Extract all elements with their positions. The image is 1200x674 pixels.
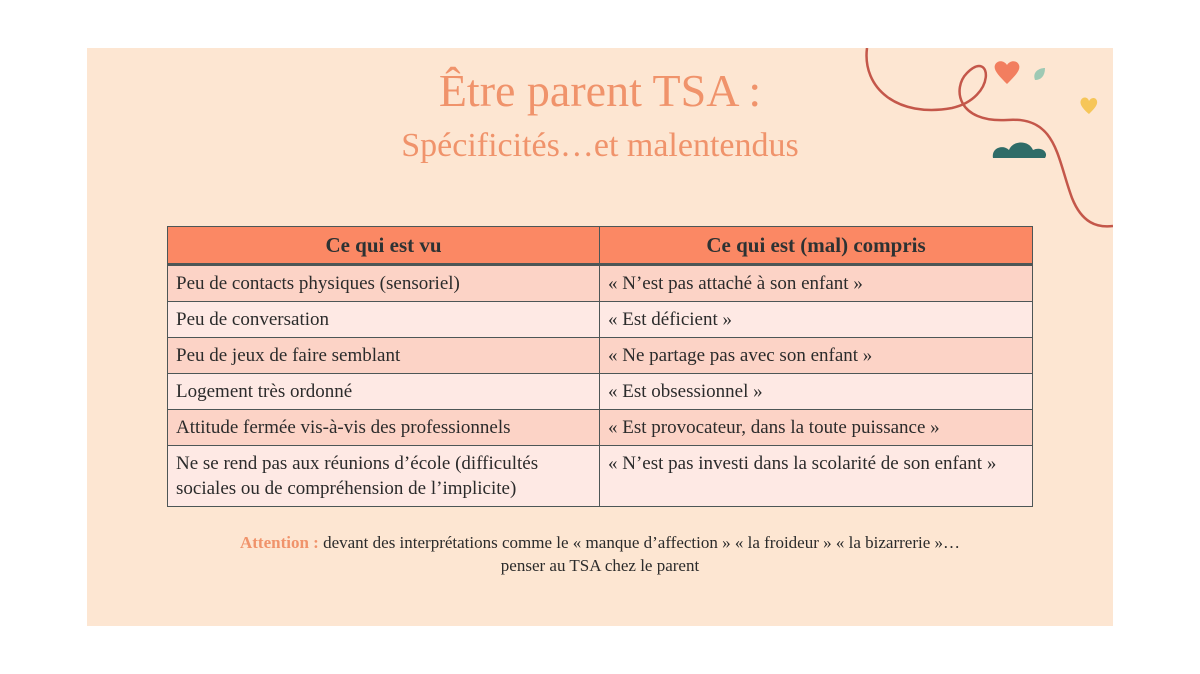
cell-understood: « Est provocateur, dans la toute puissance » xyxy=(600,410,1033,446)
attention-note xyxy=(237,531,963,577)
header-understood: Ce qui est (mal) compris xyxy=(600,227,1033,265)
cell-understood: « N’est pas attaché à son enfant » xyxy=(600,265,1033,302)
table-row xyxy=(168,446,1033,507)
table-row xyxy=(168,338,1033,374)
cell-seen: Peu de conversation xyxy=(168,302,600,338)
table-row xyxy=(168,302,1033,338)
slide xyxy=(87,48,1113,626)
slide-title: Être parent TSA : xyxy=(438,65,762,116)
slide-subtitle: Spécificités…et malentendus xyxy=(401,127,799,164)
header-seen: Ce qui est vu xyxy=(168,227,600,265)
cell-understood: « Est obsessionnel » xyxy=(600,374,1033,410)
cell-seen: Attitude fermée vis-à-vis des professionnels xyxy=(168,410,600,446)
cell-seen: Peu de contacts physiques (sensoriel) xyxy=(168,265,600,302)
cell-seen: Logement très ordonné xyxy=(168,374,600,410)
cell-seen: Peu de jeux de faire semblant xyxy=(168,338,600,374)
table-header-row xyxy=(168,227,1033,265)
table-row xyxy=(168,265,1033,302)
cell-understood: « Est déficient » xyxy=(600,302,1033,338)
attention-text: devant des interprétations comme le « manque d’affection » « la froideur » « la bizarrerie »… penser au TSA chez le parent xyxy=(323,533,961,575)
cell-understood: « N’est pas investi dans la scolarité de son enfant » xyxy=(600,446,1033,507)
table-row xyxy=(168,374,1033,410)
cell-understood: « Ne partage pas avec son enfant » xyxy=(600,338,1033,374)
attention-label: Attention : xyxy=(239,533,319,552)
comparison-table xyxy=(167,226,1033,507)
table-row xyxy=(168,410,1033,446)
cell-seen: Ne se rend pas aux réunions d’école (difficultés sociales ou de compréhension de l’implicite) xyxy=(168,446,600,507)
